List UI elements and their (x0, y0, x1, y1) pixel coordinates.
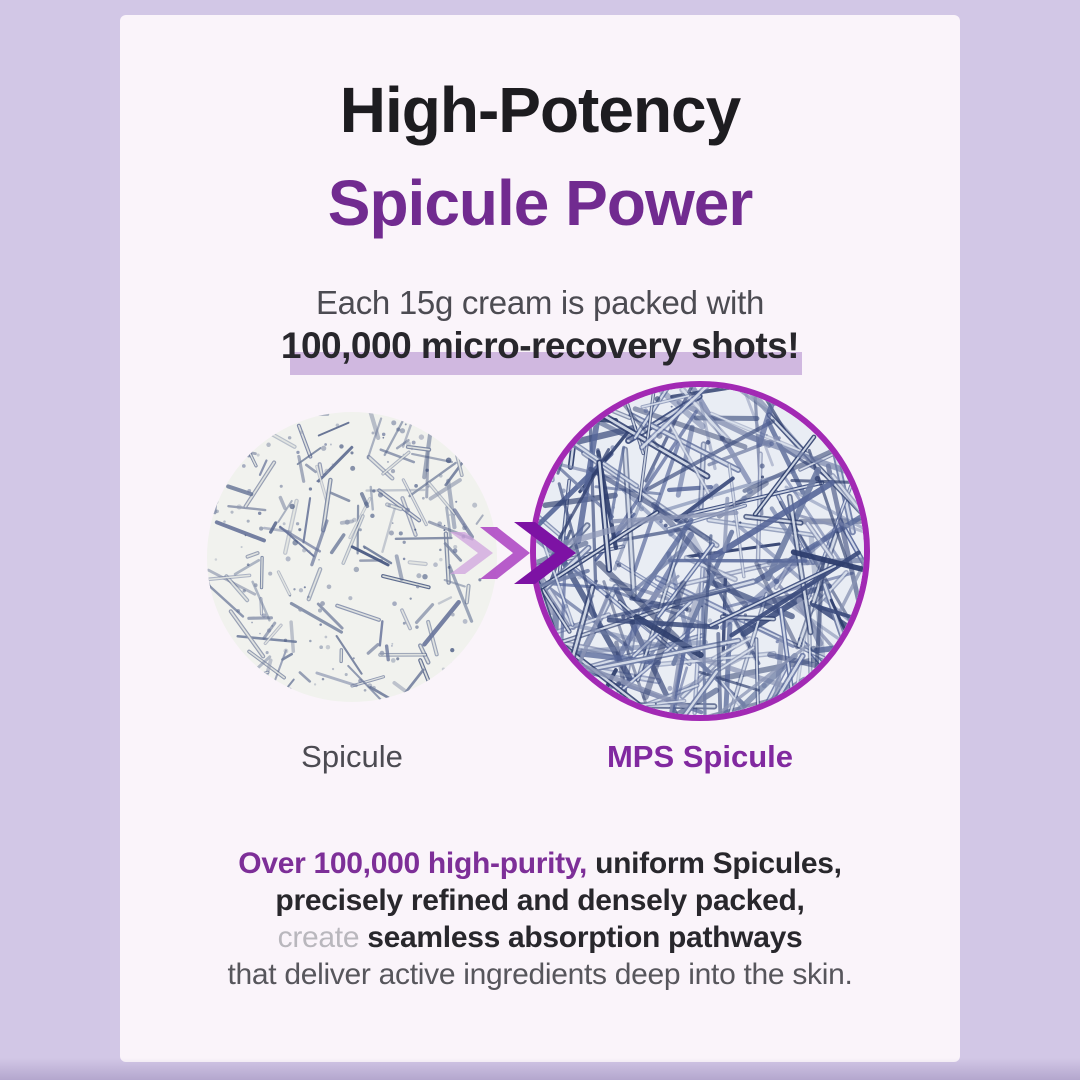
desc-light-segment: create (277, 921, 368, 954)
highlight-line (120, 323, 960, 373)
before-label: Spicule (301, 739, 403, 774)
desc-dark-segment-1: uniform Spicules, (587, 847, 842, 880)
desc-dark-segment-2: precisely refined and densely packed, (275, 884, 805, 917)
content-card (120, 15, 960, 1062)
subtitle: Each 15g cream is packed with (315, 284, 765, 321)
description-paragraph (120, 845, 960, 993)
title-line-2: Spicule Power (327, 167, 753, 239)
desc-purple-segment: Over 100,000 high-purity, (238, 847, 588, 880)
highlight-text: 100,000 micro-recovery shots! (280, 325, 800, 366)
triple-chevron-right-icon (450, 519, 590, 587)
after-label: MPS Spicule (606, 739, 794, 774)
title-line-1: High-Potency (339, 74, 741, 146)
desc-gray-segment: that deliver active ingredients deep into the skin. (227, 958, 853, 991)
desc-dark-segment-3: seamless absorption pathways (367, 921, 803, 954)
